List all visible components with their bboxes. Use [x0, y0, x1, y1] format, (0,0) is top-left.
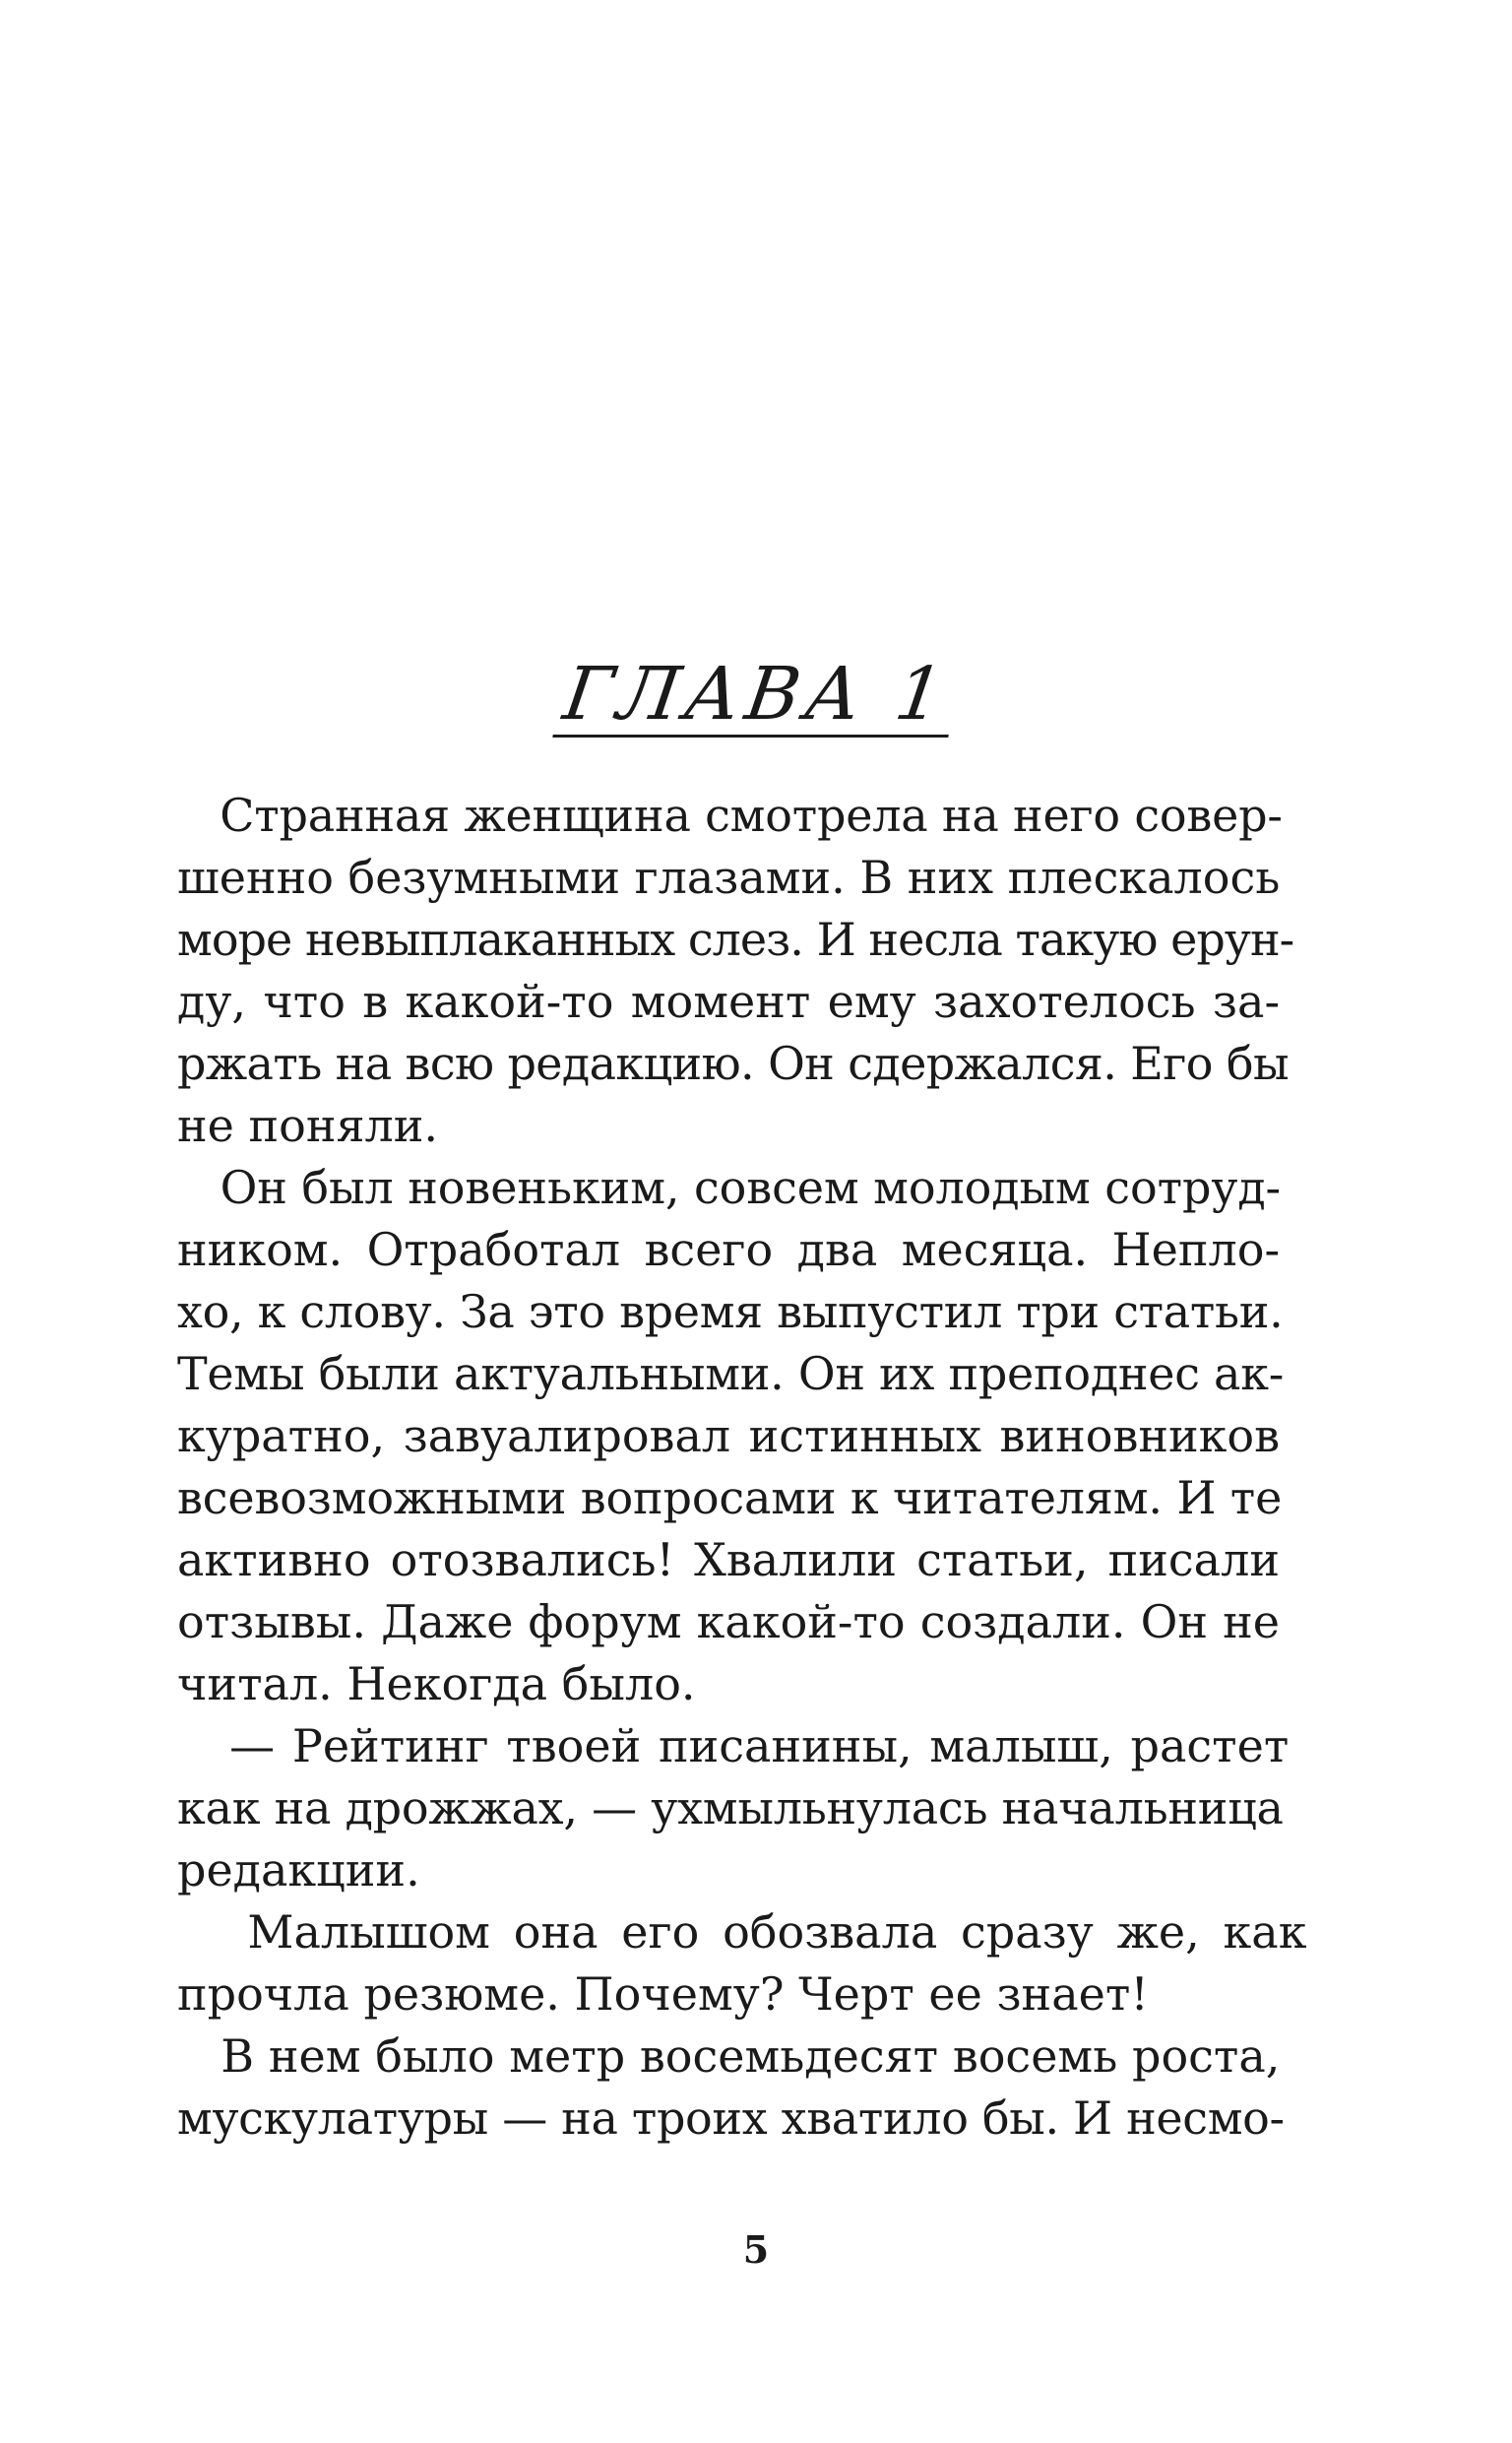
- text-line: море невыплаканных слез. И несла такую ерун-: [177, 913, 1294, 966]
- text-line: шенно безумными глазами. В них плескалось: [177, 851, 1281, 904]
- text-line: ником. Отработал всего два месяца. Непло-: [177, 1223, 1280, 1276]
- text-line: прочла резюме. Почему? Черт ее знает!: [177, 1967, 1149, 2021]
- text-line: читал. Некогда было.: [177, 1657, 696, 1710]
- text-line: Темы были актуальными. Он их преподнес ак-: [177, 1347, 1284, 1400]
- text-line: не поняли.: [177, 1099, 439, 1152]
- text-line: редакции.: [177, 1843, 420, 1897]
- chapter-title: ГЛАВА 1: [552, 658, 959, 738]
- text-line: Малышом она его обозвала сразу же, как: [177, 1905, 1307, 1959]
- text-line: — Рейтинг твоей писанины, малыш, растет: [177, 1719, 1290, 1772]
- text-line: хо, к слову. За это время выпустил три статьи.: [177, 1285, 1284, 1338]
- text-line: ду, что в какой-то момент ему захотелось за-: [177, 975, 1280, 1028]
- chapter-heading: [0, 652, 1512, 738]
- text-line: отзывы. Даже форум какой-то создали. Он не: [177, 1595, 1280, 1648]
- text-line: всевозможными вопросами к читателям. И те: [177, 1471, 1283, 1524]
- text-line: Странная женщина смотрела на него совер-: [177, 789, 1283, 842]
- text-line: как на дрожжах, — ухмыльнулась начальница: [177, 1781, 1284, 1834]
- body-text: [177, 785, 1307, 2150]
- page-number: 5: [742, 2227, 770, 2272]
- text-line: Он был новеньким, совсем молодым сотруд-: [177, 1161, 1282, 1214]
- text-line: мускулатуры — на троих хватило бы. И несмо-: [177, 2091, 1285, 2145]
- text-line: куратно, завуалировал истинных виновников: [177, 1409, 1280, 1462]
- text-line: ржать на всю редакцию. Он сдержался. Его бы: [177, 1037, 1289, 1090]
- text-line: В нем было метр восемьдесят восемь роста,: [177, 2029, 1281, 2083]
- text-line: активно отозвались! Хвалили статьи, писали: [177, 1533, 1280, 1586]
